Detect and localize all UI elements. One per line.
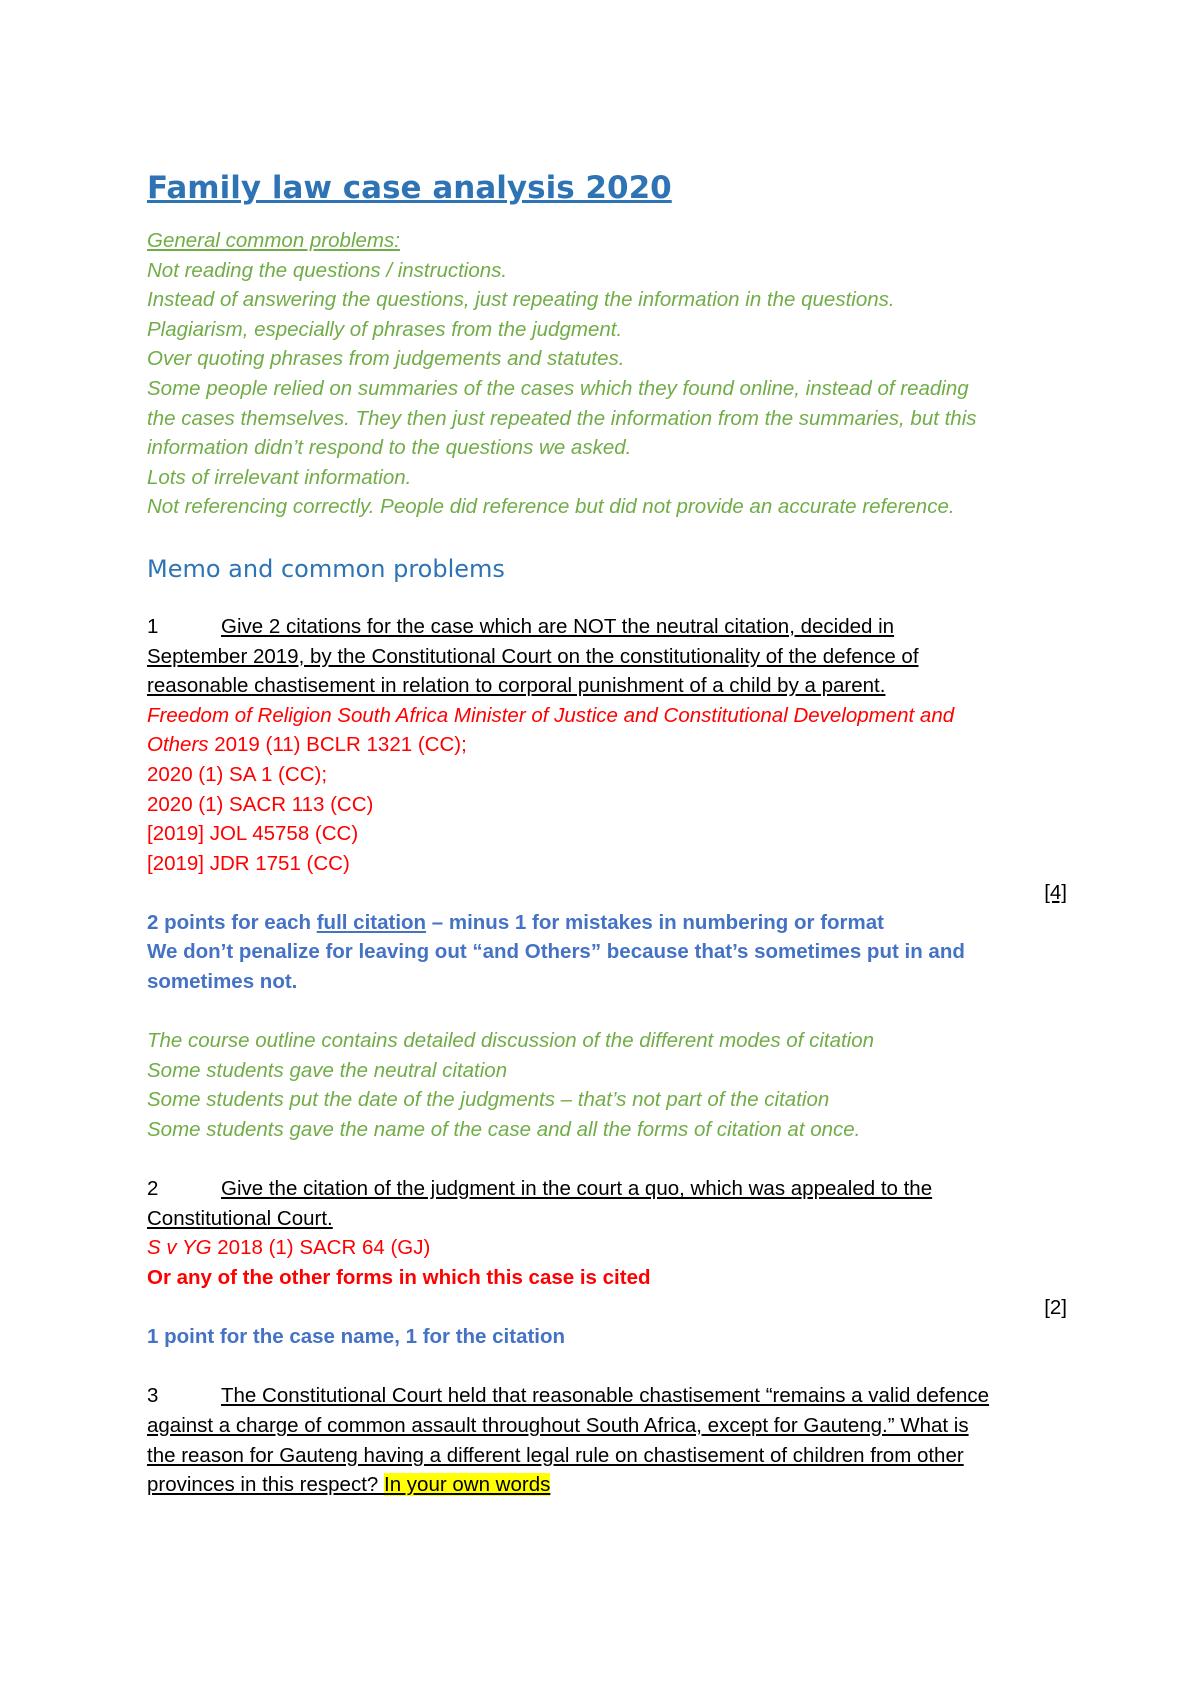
question-2 bbox=[147, 1174, 1067, 1352]
citation-text: 2018 (1) SACR 64 (GJ) bbox=[211, 1236, 431, 1260]
highlighted-instruction: In your own words bbox=[384, 1473, 551, 1497]
marking-text: – minus 1 for mistakes in numbering or format bbox=[426, 910, 884, 934]
case-name-text: Freedom of Religion South Africa Minister of Justice and Constitutional Development and bbox=[147, 703, 955, 727]
general-problem-line: Not referencing correctly. People did reference but did not provide an accurate reference. bbox=[147, 495, 955, 519]
general-problem-line: Not reading the questions / instructions. bbox=[147, 258, 508, 282]
question-1-line: reasonable chastisement in relation to corporal punishment of a child by a parent. bbox=[147, 674, 886, 698]
common-problem-line: Some students put the date of the judgments – that’s not part of the citation bbox=[147, 1088, 830, 1112]
question-text: Give the citation of the judgment in the court a quo, which was appealed to the bbox=[221, 1177, 933, 1201]
marks-label: [4] bbox=[1044, 881, 1067, 905]
general-problem-line: Instead of answering the questions, just repeating the information in the questions. bbox=[147, 288, 895, 312]
question-3-line: the reason for Gauteng having a different legal rule on chastisement of children from other bbox=[147, 1443, 964, 1467]
question-text: The Constitutional Court held that reasonable chastisement “remains a valid defence bbox=[221, 1384, 990, 1408]
general-problems-section bbox=[147, 226, 1067, 522]
question-1-line bbox=[147, 612, 1067, 642]
question-text: provinces in this respect? bbox=[147, 1473, 385, 1497]
answer-citation: [2019] JOL 45758 (CC) bbox=[147, 822, 359, 846]
answer-citation bbox=[147, 1233, 1067, 1263]
common-problem-line: Some students gave the neutral citation bbox=[147, 1058, 508, 1082]
answer-case-name bbox=[147, 701, 1067, 731]
answer-citation: [2019] JDR 1751 (CC) bbox=[147, 851, 350, 875]
general-problem-line: Over quoting phrases from judgements and statutes. bbox=[147, 347, 625, 371]
document-body bbox=[147, 168, 1067, 1500]
question-2-line bbox=[147, 1174, 1067, 1204]
marking-guide: sometimes not. bbox=[147, 970, 298, 994]
marking-guide bbox=[147, 908, 1067, 938]
case-name-text: Others bbox=[147, 733, 209, 757]
answer-citation: 2020 (1) SA 1 (CC); bbox=[147, 762, 328, 786]
question-number: 1 bbox=[147, 614, 159, 638]
general-problem-line: Plagiarism, especially of phrases from the judgment. bbox=[147, 317, 623, 341]
citation-text: 2019 (11) BCLR 1321 (CC); bbox=[208, 733, 467, 757]
marking-text-underlined: full citation bbox=[316, 910, 427, 934]
question-3-line bbox=[147, 1381, 1067, 1411]
question-3-line: against a charge of common assault throughout South Africa, except for Gauteng.” What is bbox=[147, 1413, 969, 1437]
answer-note: Or any of the other forms in which this case is cited bbox=[147, 1266, 651, 1289]
question-1 bbox=[147, 612, 1067, 1145]
general-problem-line: the cases themselves. They then just repeated the information from the summaries, but this bbox=[147, 406, 977, 430]
marking-guide: 1 point for the case name, 1 for the citation bbox=[147, 1325, 566, 1349]
answer-citation: 2020 (1) SACR 113 (CC) bbox=[147, 792, 374, 816]
question-2-line: Constitutional Court. bbox=[147, 1206, 333, 1230]
question-number: 3 bbox=[147, 1384, 159, 1408]
case-name-text: S v YG bbox=[147, 1236, 212, 1260]
general-problem-line: Some people relied on summaries of the cases which they found online, instead of reading bbox=[147, 376, 969, 400]
question-1-line: September 2019, by the Constitutional Court on the constitutionality of the defence of bbox=[147, 644, 919, 668]
general-problem-line: information didn’t respond to the questions we asked. bbox=[147, 436, 632, 460]
memo-heading: Memo and common problems bbox=[147, 554, 505, 583]
question-text: Give 2 citations for the case which are NOT the neutral citation, decided in bbox=[221, 614, 895, 638]
common-problem-line: The course outline contains detailed discussion of the different modes of citation bbox=[147, 1029, 875, 1053]
marks-label: [2] bbox=[1044, 1295, 1067, 1319]
common-problem-line: Some students gave the name of the case and all the forms of citation at once. bbox=[147, 1118, 861, 1142]
question-number: 2 bbox=[147, 1177, 159, 1201]
question-3 bbox=[147, 1381, 1067, 1499]
answer-citation bbox=[147, 730, 1067, 760]
question-3-line bbox=[147, 1470, 1067, 1500]
general-problem-line: Lots of irrelevant information. bbox=[147, 465, 412, 489]
page-title: Family law case analysis 2020 bbox=[147, 170, 672, 206]
marking-guide: We don’t penalize for leaving out “and Others” because that’s sometimes put in and bbox=[147, 940, 965, 964]
marking-text: 2 points for each bbox=[147, 910, 317, 934]
general-problems-heading: General common problems: bbox=[147, 229, 400, 252]
